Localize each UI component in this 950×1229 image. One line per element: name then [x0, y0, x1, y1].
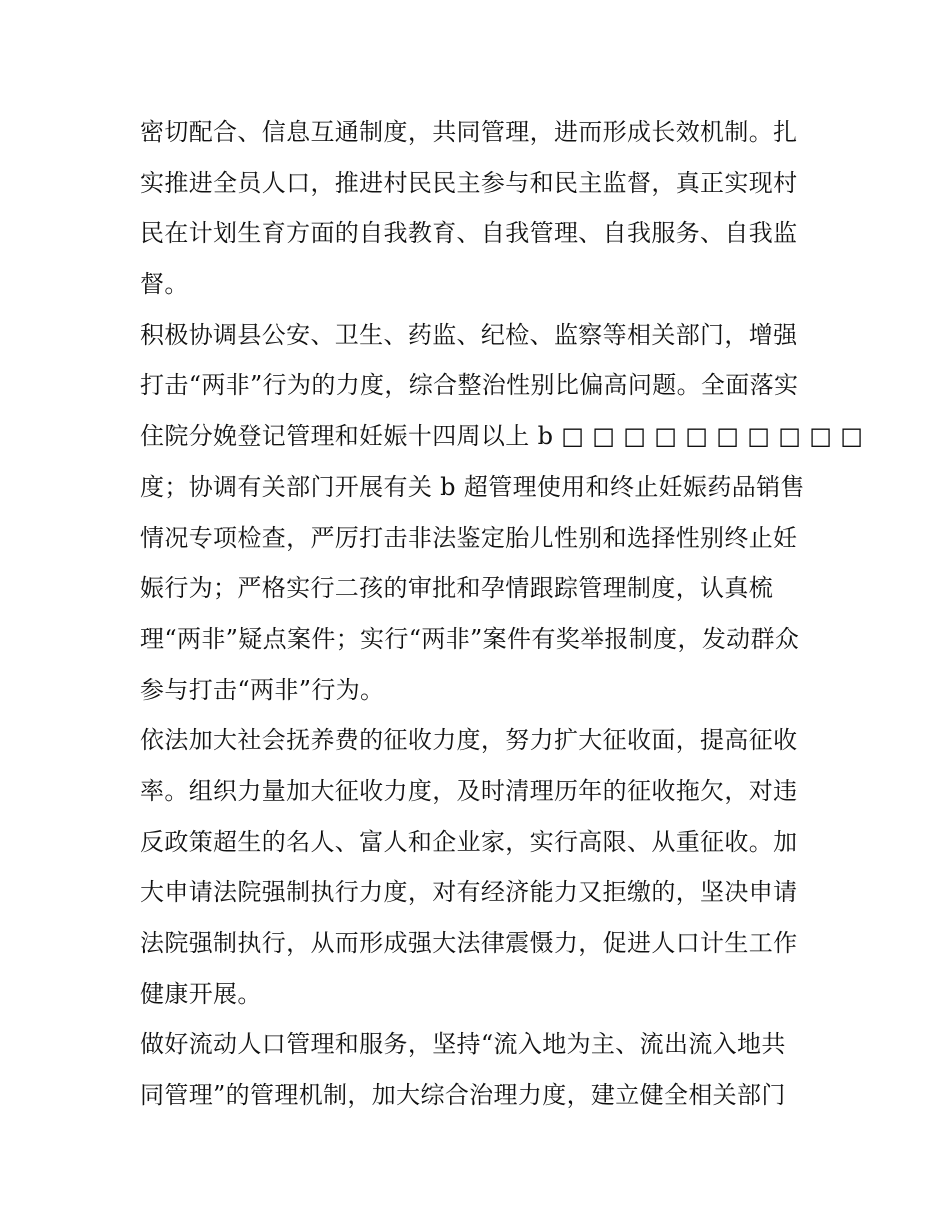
text-line: 民在计划生育方面的自我教育、自我管理、自我服务、自我监: [140, 219, 798, 248]
text-line: 实推进全员人口，推进村民民主参与和民主监督，真正实现村: [140, 168, 798, 197]
paragraph-floating-population: [140, 1019, 816, 1120]
text-line: 大申请法院强制执行力度，对有经济能力又拒缴的，坚决申请: [140, 878, 798, 907]
text-line: 督。: [140, 270, 189, 299]
text-line: 反政策超生的名人、富人和企业家，实行高限、从重征收。加: [140, 827, 798, 856]
text-line: 密切配合、信息互通制度，共同管理，进而形成长效机制。扎: [140, 118, 798, 146]
text-line: 参与打击“两非”行为。: [140, 675, 385, 704]
text-line: 法院强制执行，从而形成强大法律震慑力，促进人口计生工作: [140, 929, 798, 957]
text-line: 积极协调县公安、卫生、药监、纪检、监察等相关部门，增强: [140, 320, 798, 349]
text-line: 打击“两非”行为的力度，综合整治性别比偏高问题。全面落实: [140, 371, 799, 400]
text-line: 情况专项检查，严厉打击非法鉴定胎儿性别和选择性别终止妊: [140, 523, 798, 552]
text-line: 率。组织力量加大征收力度，及时清理历年的征收拖欠，对违: [140, 776, 798, 805]
paragraph-two-illegal-acts: [140, 310, 864, 716]
text-line: 住院分娩登记管理和妊娠十四周以上 b □ □ □ □ □ □ □ □ □ □: [140, 422, 864, 451]
text-line: 依法加大社会抚养费的征收力度，努力扩大征收面，提高征收: [140, 726, 798, 755]
text-line: 做好流动人口管理和服务，坚持“流入地为主、流出流入地共: [140, 1030, 786, 1059]
document-body: [140, 107, 864, 1121]
text-line: 娠行为；严格实行二孩的审批和孕情跟踪管理制度，认真梳: [140, 574, 774, 603]
paragraph-social-support-fee: [140, 715, 816, 1019]
text-line: 理“两非”疑点案件；实行“两非”案件有奖举报制度，发动群众: [140, 624, 800, 653]
text-line: 度；协调有关部门开展有关 b 超管理使用和终止妊娠药品销售: [140, 472, 805, 501]
text-line: 同管理”的管理机制，加大综合治理力度，建立健全相关部门: [140, 1081, 786, 1110]
paragraph-village-self-management: [140, 107, 816, 310]
text-line: 健康开展。: [140, 979, 262, 1008]
